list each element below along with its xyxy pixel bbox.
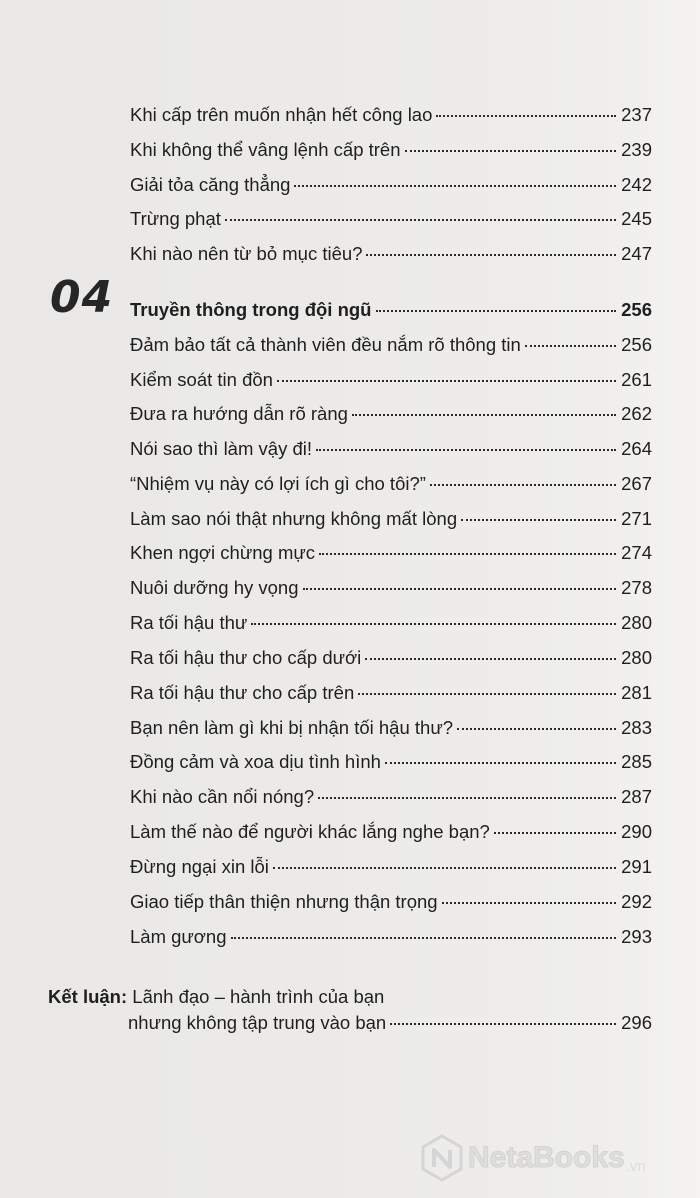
toc-entry-page: 290 <box>621 821 652 842</box>
dot-leader <box>319 552 616 555</box>
dot-leader <box>358 692 616 695</box>
toc-entry-page: 242 <box>621 174 652 195</box>
watermark <box>420 1134 646 1182</box>
toc-entry-page: 274 <box>621 542 652 563</box>
dot-leader <box>352 413 616 416</box>
toc-entry-conclusion <box>128 1008 652 1038</box>
toc-entry-page: 293 <box>621 926 652 947</box>
dot-leader <box>430 483 616 486</box>
dot-leader <box>376 309 617 312</box>
toc-entry-title: Ra tối hậu thư <box>130 612 248 633</box>
dot-leader <box>251 622 616 625</box>
dot-leader <box>442 901 617 904</box>
toc-entry-title: Đưa ra hướng dẫn rõ ràng <box>130 403 348 424</box>
toc-entry-title: Ra tối hậu thư cho cấp trên <box>130 682 355 703</box>
toc-entry <box>130 922 652 952</box>
toc-entry <box>130 852 652 882</box>
toc-entry <box>130 782 652 812</box>
toc-entry-title: Khi nào cần nổi nóng? <box>130 786 315 807</box>
toc-entry <box>130 365 652 395</box>
toc-entry-title: Đồng cảm và xoa dịu tình hình <box>130 751 381 772</box>
toc-entry <box>130 135 652 165</box>
toc-entry <box>130 399 652 429</box>
chapter-heading <box>130 295 652 325</box>
toc-entry-title: “Nhiệm vụ này có lợi ích gì cho tôi?” <box>130 473 426 494</box>
dot-leader <box>525 344 616 347</box>
chapter-page: 256 <box>621 299 652 320</box>
dot-leader <box>303 587 617 590</box>
toc-entry-title: Ra tối hậu thư cho cấp dưới <box>130 647 362 668</box>
dot-leader <box>385 761 616 764</box>
dot-leader <box>231 936 617 939</box>
toc-entry <box>130 817 652 847</box>
dot-leader <box>457 727 616 730</box>
toc-entry-page: 280 <box>621 647 652 668</box>
toc-entry <box>130 100 652 130</box>
toc-entry <box>130 747 652 777</box>
toc-entry-page: 262 <box>621 403 652 424</box>
watermark-suffix: .vn <box>625 1157 646 1175</box>
dot-leader <box>494 831 616 834</box>
dot-leader <box>225 218 616 221</box>
toc-entry-page: 245 <box>621 208 652 229</box>
conclusion-label: Kết luận <box>48 986 121 1007</box>
dot-leader <box>277 379 616 382</box>
toc-entry <box>130 678 652 708</box>
toc-entry-page: 267 <box>621 473 652 494</box>
toc-entry-title: Đảm bảo tất cả thành viên đều nắm rõ thông tin <box>130 334 521 355</box>
toc-entry-page: 280 <box>621 612 652 633</box>
toc-entry-title: Bạn nên làm gì khi bị nhận tối hậu thư? <box>130 717 453 738</box>
toc-entry-page: 256 <box>621 334 652 355</box>
netabooks-logo-icon <box>420 1134 464 1182</box>
dot-leader <box>273 866 616 869</box>
toc-entry <box>130 204 652 234</box>
dot-leader <box>405 149 617 152</box>
toc-entry <box>130 469 652 499</box>
toc-entry <box>130 434 652 464</box>
toc-entry <box>130 643 652 673</box>
dot-leader <box>436 114 616 117</box>
toc-entry-page: 287 <box>621 786 652 807</box>
toc-entry <box>130 887 652 917</box>
toc-entry-page: 291 <box>621 856 652 877</box>
toc-entry-title: Đừng ngại xin lỗi <box>130 856 269 877</box>
toc-entry-title: Nuôi dưỡng hy vọng <box>130 577 299 598</box>
toc-entry <box>130 170 652 200</box>
toc-entry-title: Trừng phạt <box>130 208 221 229</box>
toc-entry-title: Khi cấp trên muốn nhận hết công lao <box>130 104 433 125</box>
toc-entry-page: 283 <box>621 717 652 738</box>
toc-entry-title: Khen ngợi chừng mực <box>130 542 315 563</box>
toc-entry-page: 264 <box>621 438 652 459</box>
toc-entry <box>130 573 652 603</box>
dot-leader <box>461 518 616 521</box>
conclusion-line2: nhưng không tập trung vào bạn <box>128 1012 387 1033</box>
toc-entry-title: Làm sao nói thật nhưng không mất lòng <box>130 508 458 529</box>
toc-entry-page: 285 <box>621 751 652 772</box>
chapter-number: 04 <box>50 272 114 323</box>
watermark-brand: NetaBooks <box>468 1141 625 1174</box>
conclusion-page: 296 <box>621 1012 652 1033</box>
toc-entry <box>130 330 652 360</box>
toc-entry <box>130 504 652 534</box>
toc-entry-title: Kiểm soát tin đồn <box>130 369 273 390</box>
toc-entry-page: 239 <box>621 139 652 160</box>
dot-leader <box>316 448 616 451</box>
conclusion-line1: Lãnh đạo – hành trình của bạn <box>132 986 385 1007</box>
toc-entry-page: 292 <box>621 891 652 912</box>
toc-entry-title: Giải tỏa căng thẳng <box>130 174 291 195</box>
toc-entry <box>130 239 652 269</box>
dot-leader <box>294 184 616 187</box>
dot-leader <box>365 657 616 660</box>
toc-entry-page: 271 <box>621 508 652 529</box>
toc-entry <box>130 538 652 568</box>
toc-entry <box>130 608 652 638</box>
toc-entry-page: 247 <box>621 243 652 264</box>
toc-entry <box>130 713 652 743</box>
toc-entry-page: 261 <box>621 369 652 390</box>
conclusion-separator: : <box>120 986 128 1007</box>
toc-entry-title: Làm gương <box>130 926 227 947</box>
toc-entry-title: Khi nào nên từ bỏ mục tiêu? <box>130 243 363 264</box>
dot-leader <box>366 253 616 256</box>
chapter-title: Truyền thông trong đội ngũ <box>130 299 372 320</box>
toc-entry-title: Làm thế nào để người khác lắng nghe bạn? <box>130 821 490 842</box>
toc-entry-page: 281 <box>621 682 652 703</box>
dot-leader <box>318 796 616 799</box>
toc-entry-title: Khi không thể vâng lệnh cấp trên <box>130 139 401 160</box>
dot-leader <box>390 1022 616 1025</box>
toc-entry-title: Giao tiếp thân thiện nhưng thận trọng <box>130 891 438 912</box>
toc-entry-page: 237 <box>621 104 652 125</box>
toc-entry-page: 278 <box>621 577 652 598</box>
toc-entry-title: Nói sao thì làm vậy đi! <box>130 438 312 459</box>
